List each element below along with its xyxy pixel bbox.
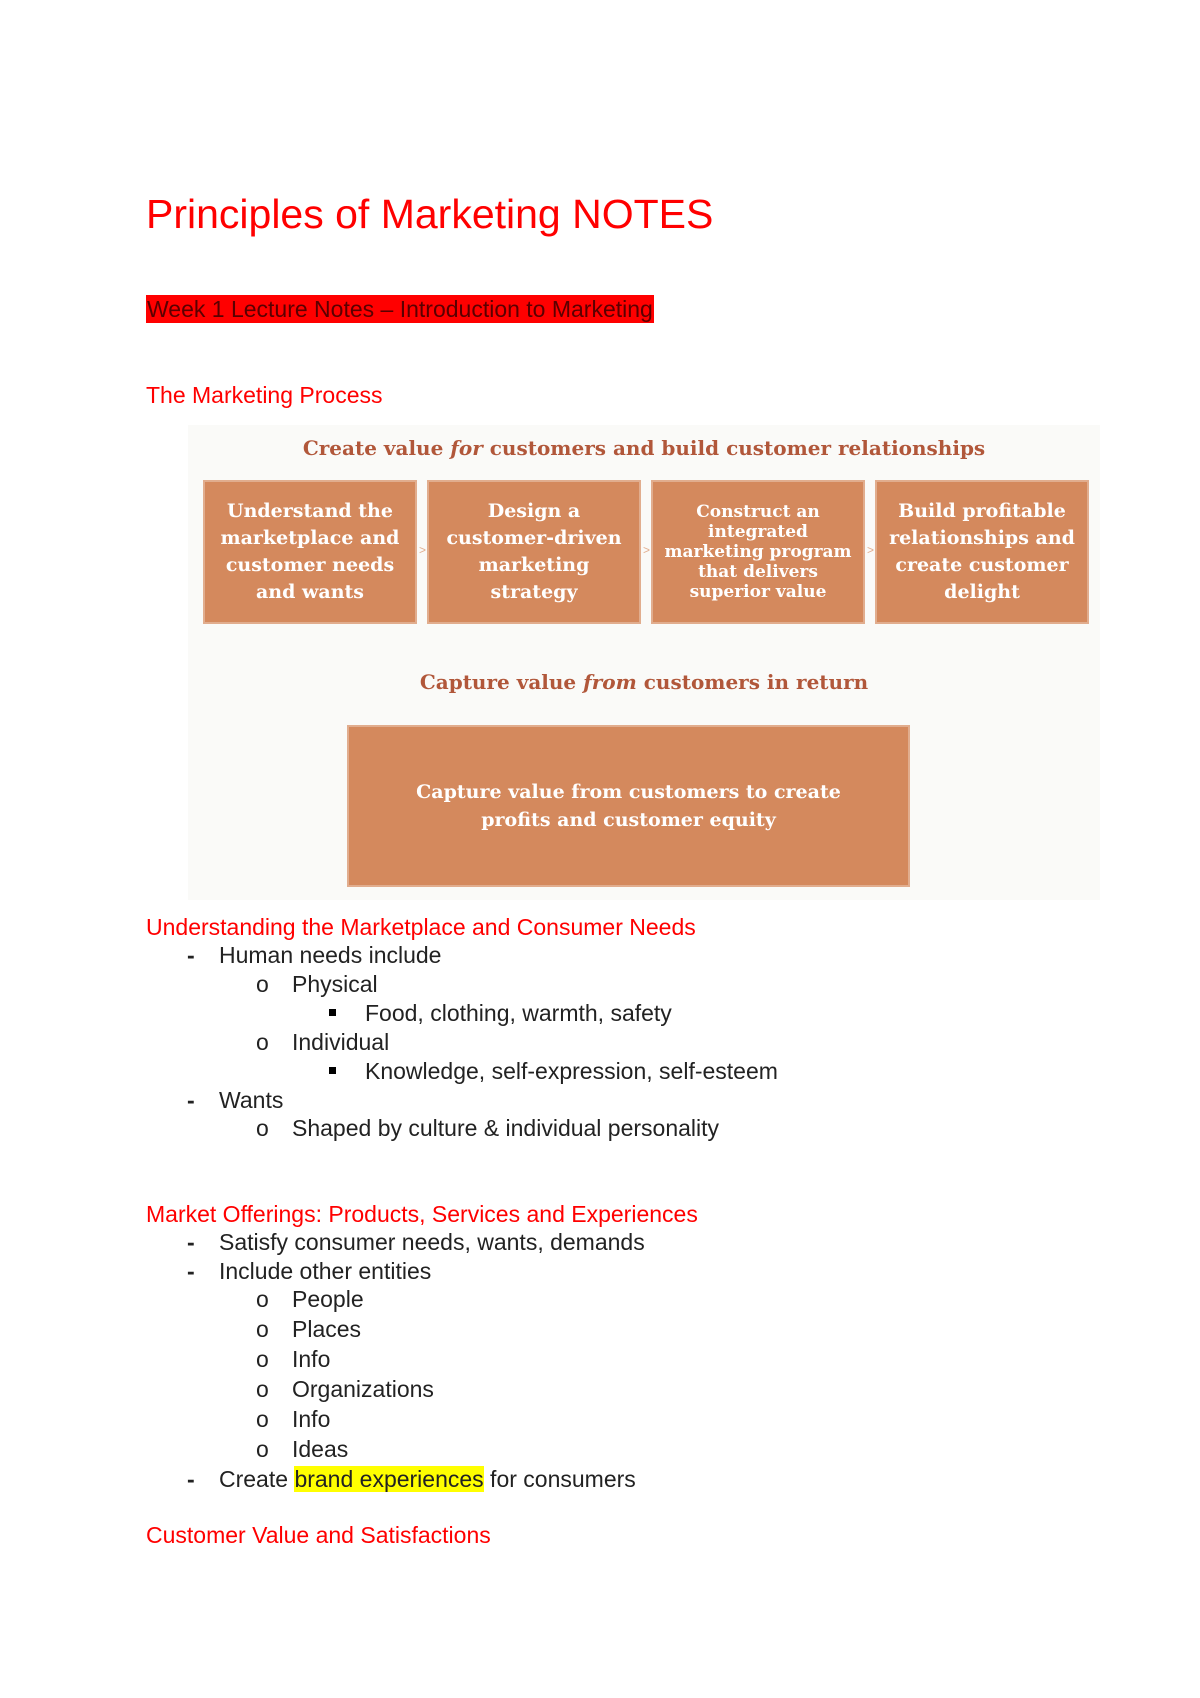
circle-bullet-icon: o [256,1115,269,1141]
circle-bullet-icon: o [256,1436,269,1462]
list-item-text: Food, clothing, warmth, safety [365,1000,672,1026]
square-bullet-icon [329,1009,336,1016]
bottom-caption-pre: Capture value [419,670,584,694]
dash-bullet-icon: - [187,1087,195,1113]
document-title: Principles of Marketing NOTES [146,191,714,237]
diagram-bottom-caption [188,670,1100,694]
dash-bullet-icon: - [187,1466,195,1492]
top-caption-emphasis: for [450,436,483,460]
list-item-text: for consumers [483,1466,636,1492]
circle-bullet-icon: o [256,1376,269,1402]
list-item [365,1057,778,1085]
circle-bullet-icon: o [256,1346,269,1372]
list-item-text: Info [292,1406,331,1432]
section-heading-market-offerings: Market Offerings: Products, Services and Experiences [146,1201,698,1227]
step-box-understand: Understand the marketplace and customer needs and wants [203,480,417,624]
arrow-icon: > [419,543,427,557]
highlighted-text: brand experiences [294,1466,484,1492]
capture-value-box: Capture value from customers to create profits and customer equity [347,725,910,887]
list-item-text: Places [292,1316,362,1342]
list-item [256,1028,390,1056]
list-item-text: Individual [292,1029,390,1055]
top-caption-pre: Create value [302,436,451,460]
step-box-design: Design a customer-driven marketing strategy [427,480,641,624]
list-item [256,1114,720,1142]
list-item [256,1375,434,1403]
list-item-text: Include other entities [219,1258,432,1284]
circle-bullet-icon: o [256,1286,269,1312]
list-item-text: Human needs include [219,942,442,968]
marketing-process-diagram [188,425,1100,900]
list-item [256,1435,349,1463]
step-box-construct: Construct an integrated marketing program that delivers superior value [651,480,865,624]
circle-bullet-icon: o [256,1406,269,1432]
arrow-icon: > [643,543,651,557]
top-caption-post: customers and build customer relationships [482,436,986,460]
list-item [256,1315,362,1343]
section-heading-marketing-process: The Marketing Process [146,382,383,408]
diagram-top-caption [188,436,1100,460]
list-item [187,1465,636,1493]
list-item [187,1257,432,1285]
step-box-build: Build profitable relationships and create customer delight [875,480,1089,624]
list-item-text: Shaped by culture & individual personality [292,1115,720,1141]
list-item [256,1345,331,1373]
section-heading-understanding: Understanding the Marketplace and Consumer Needs [146,914,696,940]
dash-bullet-icon: - [187,1258,195,1284]
list-item [256,970,378,998]
list-item-text: Physical [292,971,378,997]
list-item [187,1086,284,1114]
dash-bullet-icon: - [187,1229,195,1255]
circle-bullet-icon: o [256,971,269,997]
list-item [256,1405,331,1433]
list-item-text: Ideas [292,1436,349,1462]
week-heading: Week 1 Lecture Notes – Introduction to Marketing [147,296,653,322]
list-item [187,941,442,969]
bottom-caption-emphasis: from [583,670,637,694]
list-item-text: Satisfy consumer needs, wants, demands [219,1229,645,1255]
list-item-text: Organizations [292,1376,434,1402]
list-item-text: People [292,1286,364,1312]
circle-bullet-icon: o [256,1316,269,1342]
list-item [187,1228,645,1256]
list-item [256,1285,364,1313]
square-bullet-icon [329,1067,336,1074]
list-item-text: Wants [219,1087,284,1113]
list-item [365,999,672,1027]
circle-bullet-icon: o [256,1029,269,1055]
list-item-text: Create [219,1466,295,1492]
dash-bullet-icon: - [187,942,195,968]
bottom-caption-post: customers in return [636,670,869,694]
arrow-icon: > [867,543,875,557]
section-heading-customer-value: Customer Value and Satisfactions [146,1522,491,1548]
list-item-text: Info [292,1346,331,1372]
list-item-text: Knowledge, self-expression, self-esteem [365,1058,778,1084]
